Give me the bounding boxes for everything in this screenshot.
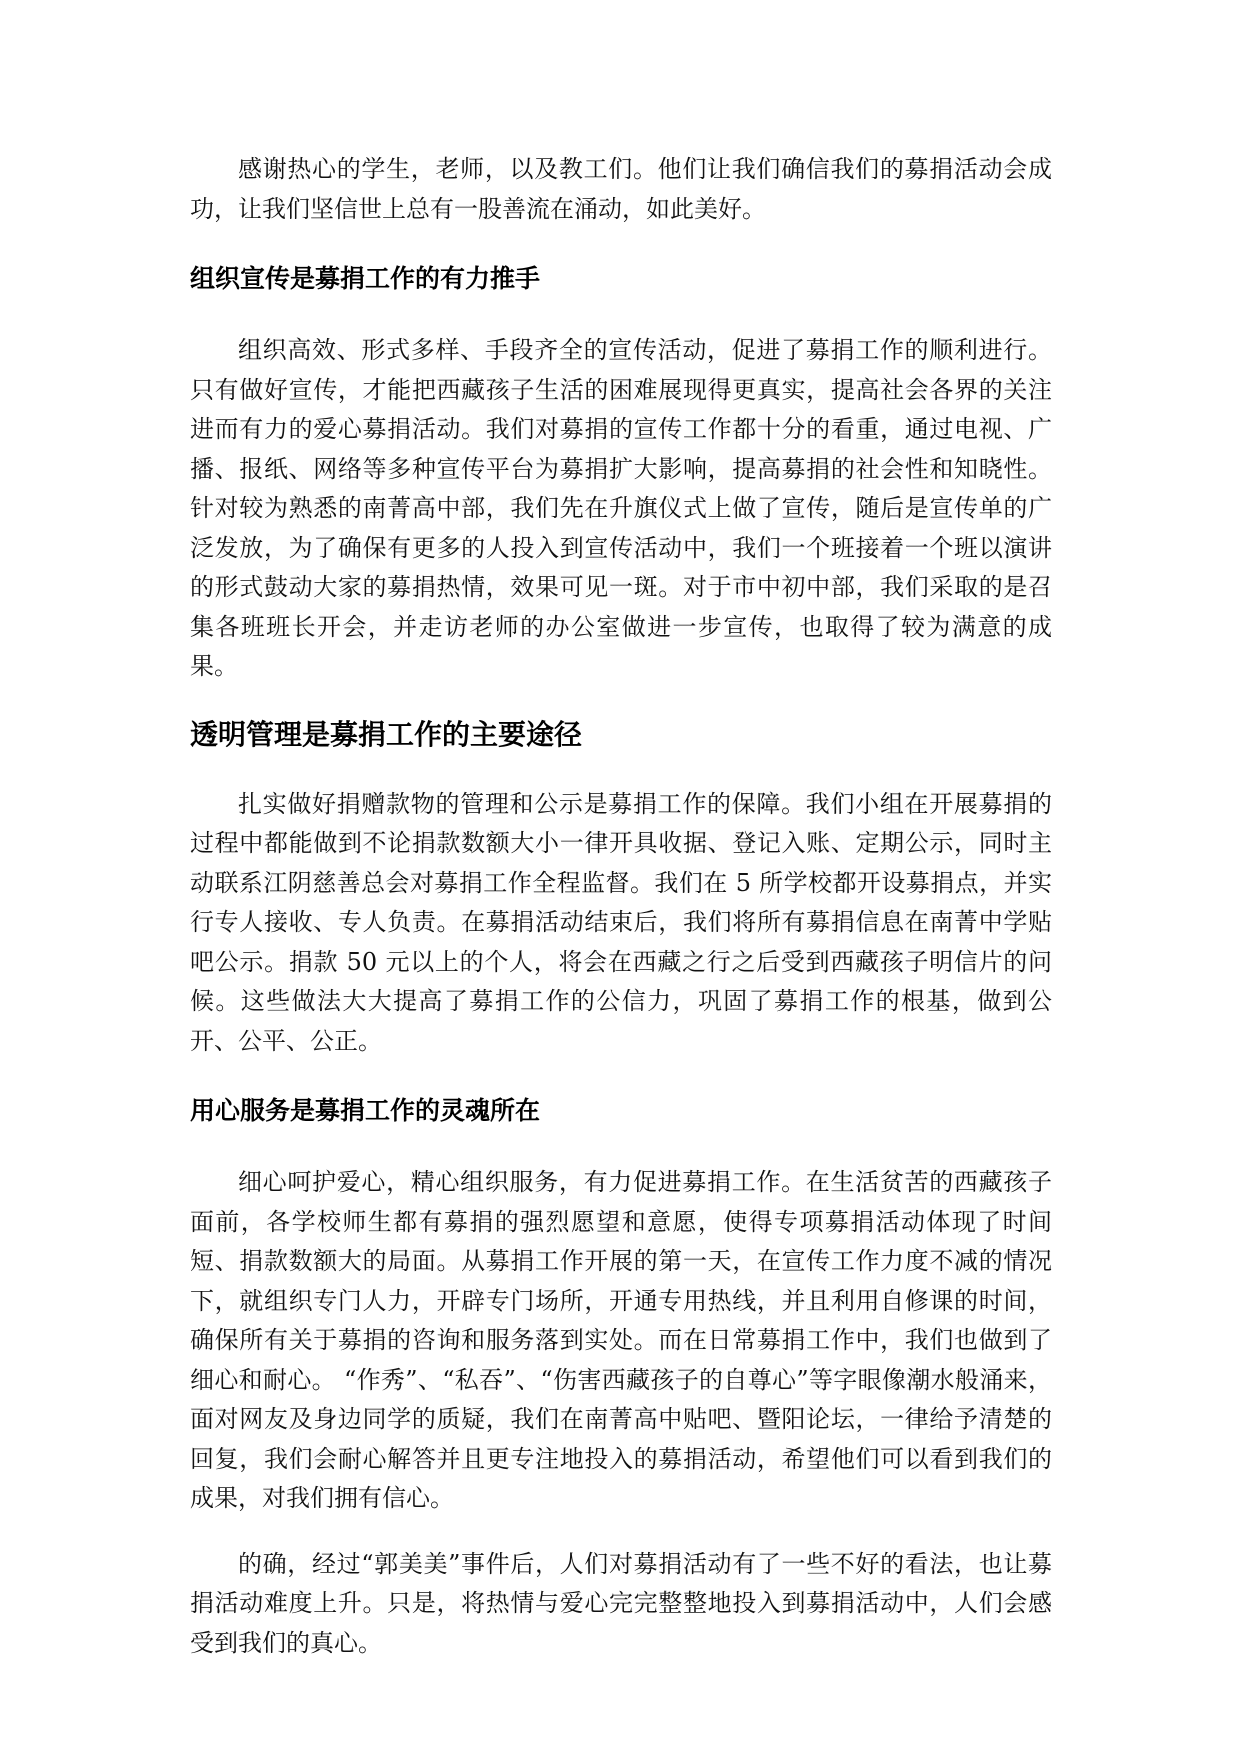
section-paragraph-service: 细心呵护爱心，精心组织服务，有力促进募捐工作。在生活贫苦的西藏孩子面前，各学校师生都有募捐的强烈愿望和意愿，使得专项募捐活动体现了时间短、捐款数额大的局面。从募捐工作开展的第一天，在宣传工作力度不减的情况下，就组织专门人力，开辟专门场所，开通专用热线，并且利用自修课的时间，确保所有关于募捐的咨询和服务落到实处。而在日常募捐工作中，我们也做到了细心和耐心。 “作秀”、“私吞”、“伤害西藏孩子的自尊心”等字眼像潮水般涌来，面对网友及身边同学的质疑，我们在南菁高中贴吧、暨阳论坛，一律给予清楚的回复，我们会耐心解答并且更专注地投入的募捐活动，希望他们可以看到我们的成果，对我们拥有信心。 [190, 1168, 1052, 1512]
document-body [190, 150, 1052, 1663]
section-heading-transparency: 透明管理是募捐工作的主要途径 [190, 717, 583, 751]
section-paragraph-publicity: 组织高效、形式多样、手段齐全的宣传活动，促进了募捐工作的顺利进行。只有做好宣传，才能把西藏孩子生活的困难展现得更真实，提高社会各界的关注进而有力的爱心募捐活动。我们对募捐的宣传工作都十分的看重，通过电视、广播、报纸、网络等多种宣传平台为募捐扩大影响，提高募捐的社会性和知晓性。针对较为熟悉的南菁高中部，我们先在升旗仪式上做了宣传，随后是宣传单的广泛发放，为了确保有更多的人投入到宣传活动中，我们一个班接着一个班以演讲的形式鼓动大家的募捐热情，效果可见一斑。对于市中初中部，我们采取的是召集各班班长开会，并走访老师的办公室做进一步宣传，也取得了较为满意的成果。 [190, 336, 1052, 680]
intro-paragraph: 感谢热心的学生，老师，以及教工们。他们让我们确信我们的募捐活动会成功，让我们坚信世上总有一股善流在涌动，如此美好。 [190, 155, 1052, 223]
closing-paragraph: 的确，经过“郭美美”事件后，人们对募捐活动有了一些不好的看法，也让募捐活动难度上升。只是，将热情与爱心完完整整地投入到募捐活动中，人们会感受到我们的真心。 [190, 1549, 1052, 1657]
section-heading-service: 用心服务是募捐工作的灵魂所在 [190, 1096, 541, 1125]
section-heading-publicity: 组织宣传是募捐工作的有力推手 [190, 264, 541, 293]
section-paragraph-transparency: 扎实做好捐赠款物的管理和公示是募捐工作的保障。我们小组在开展募捐的过程中都能做到不论捐款数额大小一律开具收据、登记入账、定期公示，同时主动联系江阴慈善总会对募捐工作全程监督。我们在 5 所学校都开设募捐点，并实行专人接收、专人负责。在募捐活动结束后，我们将所有募捐信息在南菁中学贴吧公示。捐款 50 元以上的个人，将会在西藏之行之后受到西藏孩子明信片的问候。这些做法大大提高了募捐工作的公信力，巩固了募捐工作的根基，做到公开、公平、公正。 [190, 789, 1052, 1055]
